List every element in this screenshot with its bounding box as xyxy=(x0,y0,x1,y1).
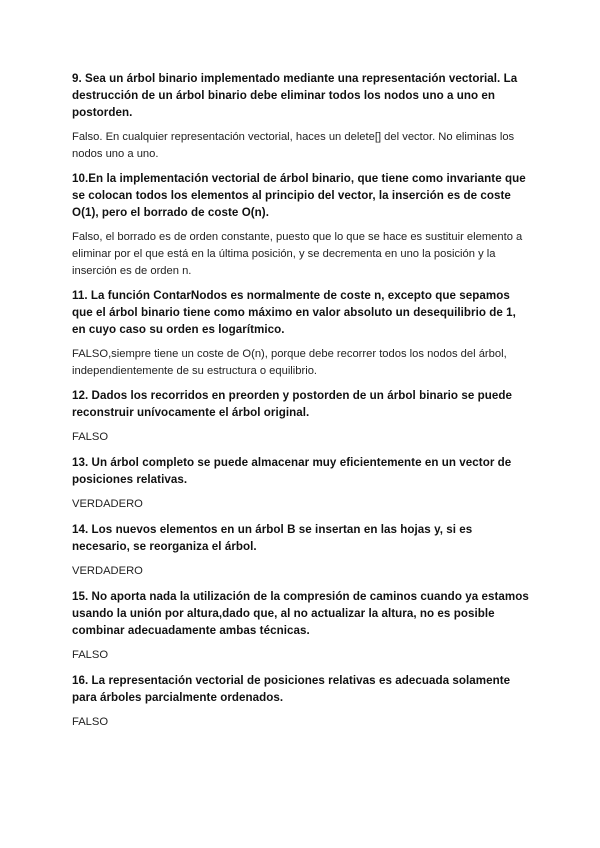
question-text: 12. Dados los recorridos en preorden y postorden de un árbol binario se puede reconstruir unívocamente el árbol original. xyxy=(72,389,512,419)
question-block-9 xyxy=(72,70,532,163)
question-block-11 xyxy=(72,287,532,380)
question-block-14 xyxy=(72,521,532,580)
answer-text: FALSO xyxy=(72,649,109,661)
document-page xyxy=(72,70,532,739)
question-text: 11. La función ContarNodos es normalmente de coste n, excepto que sepamos que el árbol binario tiene como máximo en valor absoluto un desequilibrio de 1, en cuyo caso su orden es logarítmico. xyxy=(72,289,516,336)
question-text: 10.En la implementación vectorial de árbol binario, que tiene como invariante que se colocan todos los elementos al principio del vector, la inserción es de coste O(1), pero el borrado de coste O(n). xyxy=(72,172,526,219)
question-block-10 xyxy=(72,170,532,280)
question-block-13 xyxy=(72,454,532,513)
answer-text: Falso. En cualquier representación vectorial, haces un delete[] del vector. No eliminas los nodos uno a uno. xyxy=(72,131,515,160)
question-text: 14. Los nuevos elementos en un árbol B se insertan en las hojas y, si es necesario, se reorganiza el árbol. xyxy=(72,523,473,553)
answer-text: FALSO xyxy=(72,716,109,728)
answer-text: Falso, el borrado es de orden constante, puesto que lo que se hace es sustituir elemento a eliminar por el que está en la última posición, y se decrementa en uno la posición y la inserción es de orden n. xyxy=(72,231,523,277)
answer-text: VERDADERO xyxy=(72,565,143,577)
answer-text: VERDADERO xyxy=(72,498,143,510)
question-block-15 xyxy=(72,588,532,664)
question-text: 16. La representación vectorial de posiciones relativas es adecuada solamente para árboles parcialmente ordenados. xyxy=(72,674,511,704)
answer-text: FALSO,siempre tiene un coste de O(n), porque debe recorrer todos los nodos del árbol, independientemente de su estructura o equilibrio. xyxy=(72,348,507,377)
question-block-12 xyxy=(72,387,532,446)
question-text: 9. Sea un árbol binario implementado mediante una representación vectorial. La destrucción de un árbol binario debe eliminar todos los nodos uno a uno en postorden. xyxy=(72,72,518,119)
question-text: 13. Un árbol completo se puede almacenar muy eficientemente en un vector de posiciones relativas. xyxy=(72,456,512,486)
answer-text: FALSO xyxy=(72,431,109,443)
question-block-16 xyxy=(72,672,532,731)
question-text: 15. No aporta nada la utilización de la compresión de caminos cuando ya estamos usando la unión por altura,dado que, al no actualizar la altura, no es posible combinar adecuadamente ambas técnicas. xyxy=(72,590,529,637)
